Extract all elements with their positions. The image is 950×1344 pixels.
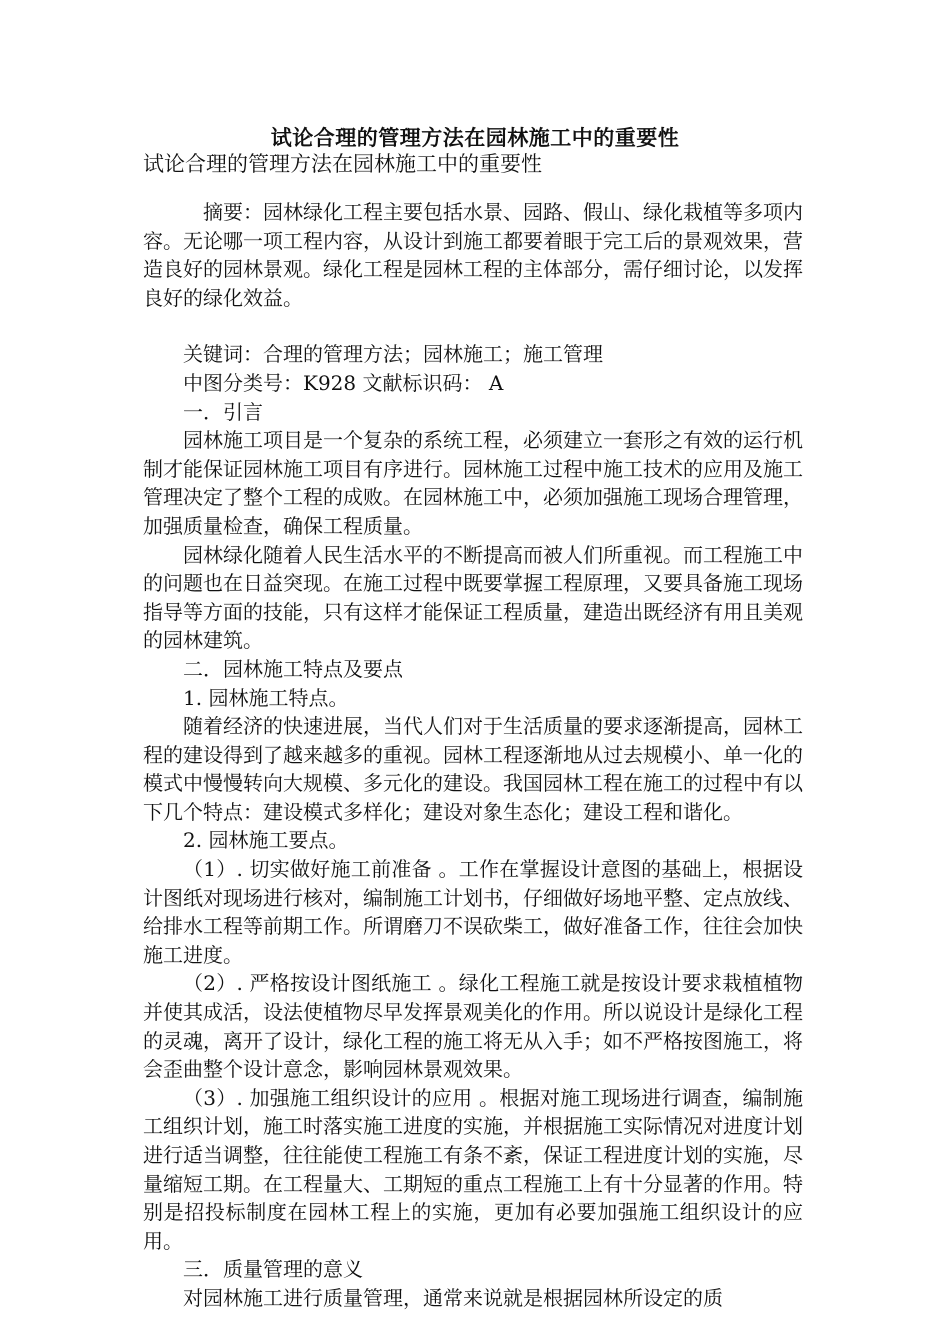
section-heading: 二．园林施工特点及要点 [183,656,403,681]
body-paragraph: 对园林施工进行质量管理，通常来说就是根据园林所设定的质 [183,1285,723,1310]
abstract-paragraph: 摘要：园林绿化工程主要包括水景、园路、假山、绿化栽植等多项内容。无论哪一项工程内容，从设计到施工都要着眼于完工后的景观效果，营造良好的园林景观。绿化工程是园林工程的主体部分，需仔细讨论，以发挥良好的绿化效益。 [143,200,803,310]
document-subtitle: 试论合理的管理方法在园林施工中的重要性 [143,152,542,176]
classification-line: 中图分类号：K928 文献标识码： A [183,370,504,395]
section-heading: 三．质量管理的意义 [183,1257,363,1282]
list-item: （3）. 加强施工组织设计的应用 。根据对施工现场进行调查，编制施工组织计划，施工时落实施工进度的实施，并根据施工实际情况对进度计划进行适当调整，往往能使工程施工有条不紊，保证工程进度计划的实施，尽量缩短工期。在工程量大、工期短的重点工程施工上有十分显著的作用。特别是招投标制度在园林工程上的实施，更加有必要加强施工组织设计的应用。 [143,1085,803,1253]
list-item: （2）. 严格按设计图纸施工 。绿化工程施工就是按设计要求栽植植物并使其成活，设法使植物尽早发挥景观美化的作用。所以说设计是绿化工程的灵魂，离开了设计，绿化工程的施工将无从入手；如不严格按图施工，将会歪曲整个设计意念，影响园林景观效果。 [143,971,803,1082]
subsection-heading: 2. 园林施工要点。 [183,828,349,853]
body-paragraph: 园林绿化随着人民生活水平的不断提高而被人们所重视。而工程施工中的问题也在日益突现。在施工过程中既要掌握工程原理，又要具备施工现场指导等方面的技能，只有这样才能保证工程质量，建造出既经济有用且美观的园林建筑。 [143,542,803,653]
list-item: （1）. 切实做好施工前准备 。工作在掌握设计意图的基础上，根据设计图纸对现场进行核对，编制施工计划书，仔细做好场地平整、定点放线、给排水工程等前期工作。所谓磨刀不误砍柴工，做好准备工作，往往会加快施工进度。 [143,857,803,967]
spacer [143,312,803,340]
body-paragraph: 园林施工项目是一个复杂的系统工程，必须建立一套形之有效的运行机制才能保证园林施工项目有序进行。园林施工过程中施工技术的应用及施工管理决定了整个工程的成败。在园林施工中，必须加强施工现场合理管理，加强质量检查，确保工程质量。 [143,428,803,538]
keywords-line: 关键词：合理的管理方法；园林施工；施工管理 [183,342,603,367]
document-sections [143,398,803,1313]
subsection-heading: 1. 园林施工特点。 [183,685,349,710]
body-paragraph: 随着经济的快速进展，当代人们对于生活质量的要求逐渐提高，园林工程的建设得到了越来越多的重视。园林工程逐渐地从过去规模小、单一化的模式中慢慢转向大规模、多元化的建设。我国园林工程在施工的过程中有以下几个特点：建设模式多样化；建设对象生态化；建设工程和谐化。 [143,714,803,824]
document-body [143,198,803,1313]
document-title: 试论合理的管理方法在园林施工中的重要性 [270,125,680,150]
section-heading: 一．引言 [183,399,263,424]
